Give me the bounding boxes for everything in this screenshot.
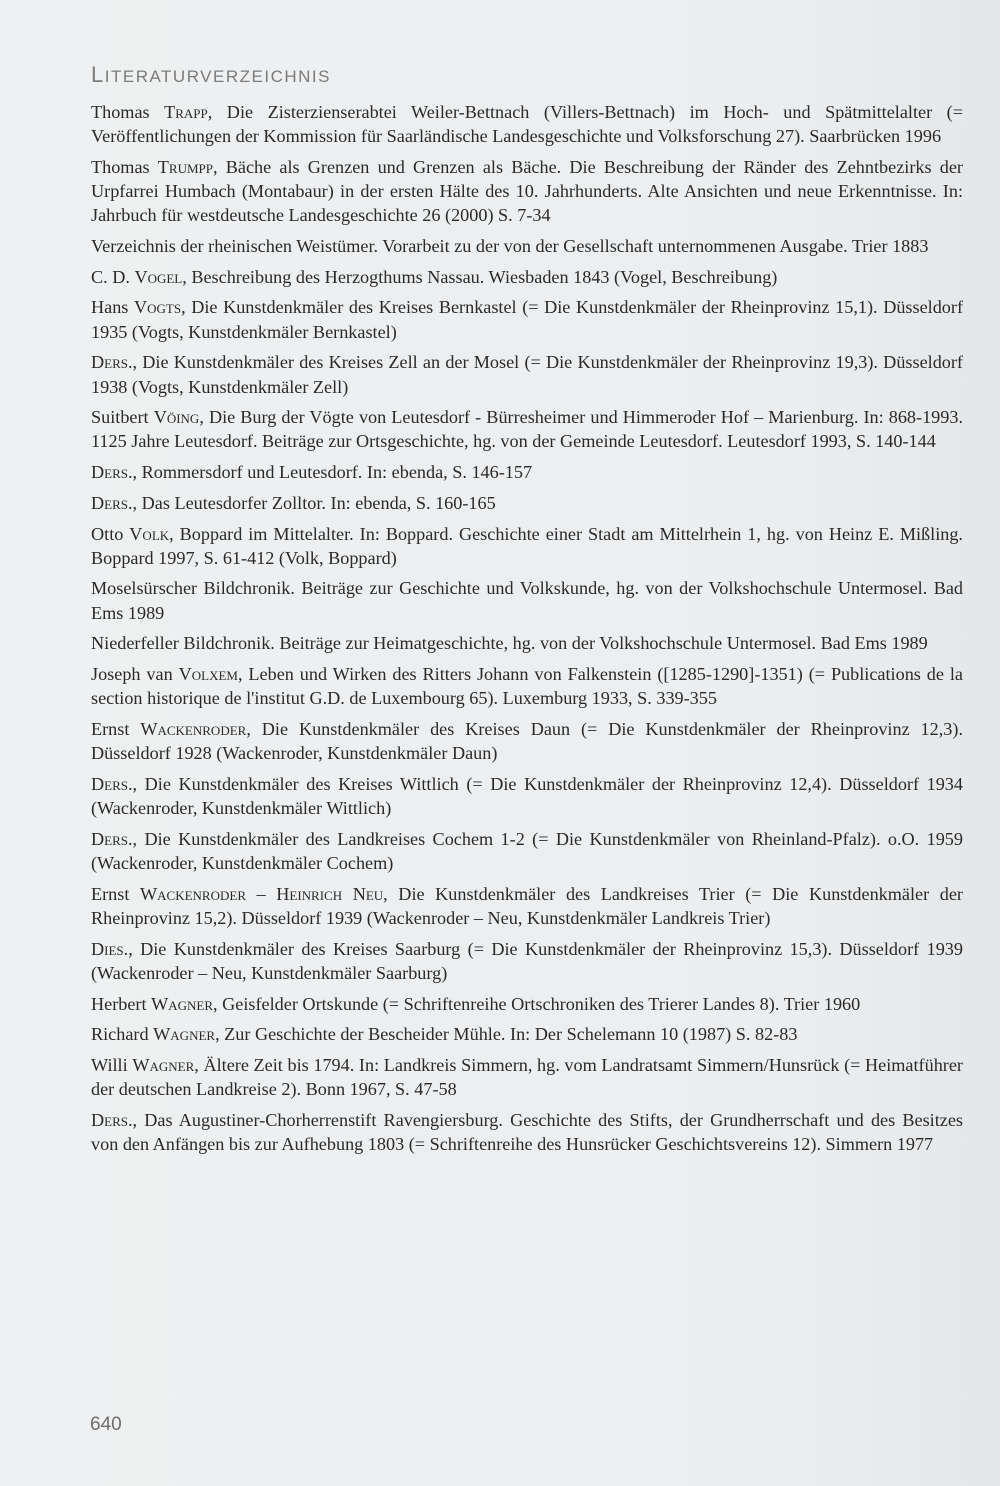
bibliography-entry xyxy=(91,155,963,228)
author-first-name: Ernst xyxy=(91,718,141,739)
author-first-name: Richard xyxy=(91,1024,154,1045)
bibliography-entry xyxy=(91,631,963,655)
entry-text: , Die Kunstdenkmäler des Kreises Bernkastel (= Die Kunstdenkmäler der Rheinprovinz 15,1). Düsseldorf 1935 (Vogts, Kunstdenkmäler Bernkastel) xyxy=(91,297,964,342)
bibliography-entry xyxy=(91,265,963,289)
author-last-name: Volxem xyxy=(178,664,238,685)
running-head-text: ITERATURVERZEICHNIS xyxy=(104,67,331,86)
page-number: 640 xyxy=(90,1414,122,1435)
entry-text: , Die Burg der Vögte von Leutesdorf - Bürresheimer und Himmeroder Hof – Marienburg. In: 868-1993. 1125 Jahre Leutesdorf. Beiträge zur Ortsgeschichte, hg. von der Gemeinde Leutesdorf. Leutesdorf 1993, S. 140-144 xyxy=(91,407,964,452)
bibliography-entry xyxy=(91,1053,963,1101)
entry-text: , Ältere Zeit bis 1794. In: Landkreis Simmern, hg. vom Landratsamt Simmern/Hunsrück (= Heimatführer der deutschen Landkreise 2). Bonn 1967, S. 47-58 xyxy=(91,1054,963,1100)
entry-text: Moselsürscher Bildchronik. Beiträge zur Geschichte und Volkskunde, hg. von der Volkshochschule Untermosel. Bad Ems 1989 xyxy=(91,578,963,623)
bibliography-entry xyxy=(91,827,963,875)
running-head xyxy=(91,62,331,88)
author-first-name: Suitbert xyxy=(91,407,154,428)
entry-text: , Das Augustiner-Chorherrenstift Ravengiersburg. Geschichte des Stifts, der Grundherrschaft und des Besitzes von den Anfängen bis zur Aufhebung 1803 (= Schriftenreihe des Hunsrücker Geschichtsvereins 12). Simmern 1977 xyxy=(91,1109,963,1155)
author-last-name: Trumpp xyxy=(157,156,213,177)
bibliography-entry xyxy=(91,772,963,820)
author-first-name: Ernst xyxy=(91,883,140,904)
author-last-name: Ders. xyxy=(91,492,133,513)
entry-text: , Die Kunstdenkmäler des Kreises Zell an der Mosel (= Die Kunstdenkmäler der Rheinprovinz 19,3). Düsseldorf 1938 (Vogts, Kunstdenkmäler Zell) xyxy=(91,352,963,397)
author-last-name: Volk xyxy=(129,523,170,544)
bibliography-entry xyxy=(91,100,963,148)
bibliography-entry xyxy=(91,576,963,624)
entry-text: , Leben und Wirken des Ritters Johann von Falkenstein ([1285-1290]-1351) (= Publications de la section historique de l'institut G.D. de Luxembourg 65). Luxemburg 1933, S. 339-355 xyxy=(91,664,963,709)
author-last-name: Ders. xyxy=(91,352,133,373)
author-last-name: Vöing xyxy=(153,407,200,428)
author-first-name: Joseph van xyxy=(91,664,179,685)
author-first-name: Hans xyxy=(91,297,134,318)
bibliography-entry xyxy=(91,882,963,930)
running-head-initial: L xyxy=(91,62,105,87)
entry-text: , Bäche als Grenzen und Grenzen als Bäche. Die Beschreibung der Ränder des Zehntbezirks der Urpfarrei Humbach (Montabaur) in der ersten Hälte des 10. Jahrhunderts. Alte Ansichten und neue Erkenntnisse. In: Jahrbuch für westdeutsche Landesgeschichte 26 (2000) S. 7-34 xyxy=(91,156,963,226)
bibliography-entry xyxy=(91,460,963,484)
author-last-name: Trapp xyxy=(164,102,208,122)
author-last-name: Wackenroder – Heinrich Neu xyxy=(139,883,384,904)
entry-text: , Das Leutesdorfer Zolltor. In: ebenda, S. 160-165 xyxy=(132,492,496,513)
author-first-name: Otto xyxy=(91,523,130,544)
entry-text: , Die Kunstdenkmäler des Kreises Wittlich (= Die Kunstdenkmäler der Rheinprovinz 12,4). Düsseldorf 1934 (Wackenroder, Kunstdenkmäler Wittlich) xyxy=(91,773,963,819)
author-last-name: Wagner xyxy=(151,993,214,1014)
bibliography-entry xyxy=(91,234,963,258)
bibliography-entry xyxy=(91,522,963,570)
entry-text: Verzeichnis der rheinischen Weistümer. Vorarbeit zu der von der Gesellschaft unternommenen Ausgabe. Trier 1883 xyxy=(91,236,929,257)
author-last-name: Wagner xyxy=(153,1024,216,1045)
author-last-name: Vogts xyxy=(133,297,182,318)
entry-text: , Die Kunstdenkmäler des Landkreises Cochem 1-2 (= Die Kunstdenkmäler von Rheinland-Pfalz). o.O. 1959 (Wackenroder, Kunstdenkmäler Cochem) xyxy=(91,828,963,873)
author-last-name: Wackenroder xyxy=(140,718,247,739)
author-last-name: Ders. xyxy=(91,828,133,849)
entry-text: , Zur Geschichte der Bescheider Mühle. In: Der Schelemann 10 (1987) S. 82-83 xyxy=(215,1024,798,1045)
entry-text: , Geisfelder Ortskunde (= Schriftenreihe Ortschroniken des Trierer Landes 8). Trier 1960 xyxy=(213,993,861,1014)
bibliography-entry xyxy=(91,350,963,398)
author-last-name: Ders. xyxy=(91,773,133,794)
bibliography-entry xyxy=(91,717,963,765)
bibliography-entry xyxy=(91,992,963,1016)
bibliography-entry xyxy=(91,662,963,710)
entry-text: , Die Kunstdenkmäler des Kreises Saarburg (= Die Kunstdenkmäler der Rheinprovinz 15,3). Düsseldorf 1939 (Wackenroder – Neu, Kunstdenkmäler Saarburg) xyxy=(91,938,963,983)
author-last-name: Vogel xyxy=(134,266,183,287)
bibliography-entry xyxy=(91,1108,963,1156)
entry-text: , Die Kunstdenkmäler des Landkreises Trier (= Die Kunstdenkmäler der Rheinprovinz 15,2). Düsseldorf 1939 (Wackenroder – Neu, Kunstdenkmäler Landkreis Trier) xyxy=(91,883,963,928)
author-first-name: Thomas xyxy=(91,102,165,122)
author-last-name: Wagner xyxy=(132,1054,195,1075)
author-first-name: Thomas xyxy=(91,156,158,177)
entry-text: Niederfeller Bildchronik. Beiträge zur Heimatgeschichte, hg. von der Volkshochschule Untermosel. Bad Ems 1989 xyxy=(91,633,928,654)
author-first-name: Willi xyxy=(91,1054,133,1075)
author-last-name: Ders. xyxy=(91,1109,133,1130)
bibliography-entry xyxy=(91,937,963,985)
author-last-name: Dies. xyxy=(91,938,129,959)
author-last-name: Ders. xyxy=(91,462,133,483)
bibliography-entry xyxy=(91,295,963,343)
bibliography-entry xyxy=(91,1022,963,1046)
bibliography-list xyxy=(91,100,963,1163)
entry-text: , Die Zisterzienserabtei Weiler-Bettnach (Villers-Bettnach) im Hoch- und Spätmittelalter (= Veröffentlichungen der Kommission für Saarländische Landesgeschichte und Volksforschung 27). Saarbrücken 1996 xyxy=(91,102,963,147)
entry-text: , Rommersdorf und Leutesdorf. In: ebenda, S. 146-157 xyxy=(132,462,533,483)
bibliography-entry xyxy=(91,405,963,453)
bibliography-entry xyxy=(91,491,963,515)
entry-text: , Beschreibung des Herzogthums Nassau. Wiesbaden 1843 (Vogel, Beschreibung) xyxy=(182,266,778,287)
entry-text: , Boppard im Mittelalter. In: Boppard. Geschichte einer Stadt am Mittelrhein 1, hg. von Heinz E. Mißling. Boppard 1997, S. 61-412 (Volk, Boppard) xyxy=(91,523,963,568)
author-first-name: C. D. xyxy=(91,266,135,287)
entry-text: , Die Kunstdenkmäler des Kreises Daun (= Die Kunstdenkmäler der Rheinprovinz 12,3). Düsseldorf 1928 (Wackenroder, Kunstdenkmäler Daun) xyxy=(91,718,963,764)
author-first-name: Herbert xyxy=(91,993,152,1014)
